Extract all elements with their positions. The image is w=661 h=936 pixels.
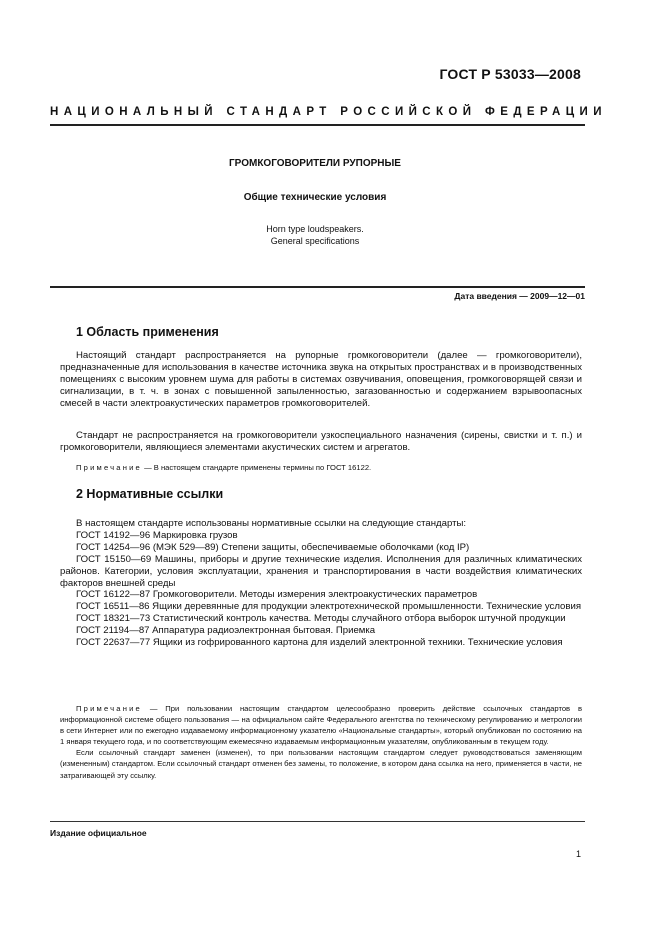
note-text-continued: Если ссылочный стандарт заменен (изменен), то при пользовании настоящим стандартом следует руководствоваться заменяющим (измененным) стандартом. Если ссылочный стандарт отменен без замены, то положение, в котором дана ссылка на него, применяется в части, не затрагивающей эту ссылку. <box>60 748 582 780</box>
note-label: Примечание <box>76 704 142 713</box>
note-text: — При пользовании настоящим стандартом целесообразно проверить действие ссылочных стандартов в информационной системе общего пользования — на официальном сайте Федерального агентства по техническому регулированию и метрологии в сети Интернет или по ежегодно издаваемому информационному указателю «Национальные стандарты», который опубликован по состоянию на 1 января текущего года, и по соответствующим ежемесячно издаваемым информационным указателям, опубликованным в текущем году. <box>60 704 582 747</box>
reference-item: ГОСТ 16511—86 Ящики деревянные для продукции электротехнической промышленности. Технические условия <box>76 601 582 613</box>
reference-item: ГОСТ 14192—96 Маркировка грузов <box>76 529 238 541</box>
document-number: ГОСТ Р 53033—2008 <box>439 66 581 82</box>
reference-item: ГОСТ 14254—96 (МЭК 529—89) Степени защиты, обеспечиваемые оболочками (код IP) <box>76 541 470 553</box>
section-1-body-2 <box>60 430 582 454</box>
footer-divider <box>50 821 585 822</box>
document-subtitle: Общие технические условия <box>243 192 387 203</box>
reference-item: ГОСТ 21194—87 Аппаратура радиоэлектронная бытовая. Приемка <box>76 625 376 637</box>
section-1-paragraph-1: Настоящий стандарт распространяется на рупорные громкоговорители (далее — громкоговорители), предназначенные для использования в качестве источника звука на открытых пространствах и в производственных помещениях с высоким уровнем шума для работы в системах озвучивания, оповещения, громкоговорящей связи и сигнализации, в т. ч. в зонах с повышенной запыленностью, загазованностью и содержанием взрывоопасных смесей в части электроакустических параметров громкоговорителей. <box>60 350 582 409</box>
section-2-body <box>60 518 582 649</box>
reference-item: ГОСТ 18321—73 Статистический контроль качества. Методы случайного отбора выборок штучной продукции <box>76 613 566 625</box>
document-title: ГРОМКОГОВОРИТЕЛИ РУПОРНЫЕ <box>229 158 401 169</box>
english-title <box>50 223 580 247</box>
section-2-heading: 2 Нормативные ссылки <box>76 487 224 501</box>
section-2-note <box>60 703 582 781</box>
section-1-paragraph-2: Стандарт не распространяется на громкоговорители узкоспециального назначения (сирены, свистки и т. п.) и громкоговорители, являющиеся элементами акустических систем и агрегатов. <box>60 430 582 453</box>
reference-item: ГОСТ 16122—87 Громкоговорители. Методы измерения электроакустических параметров <box>76 589 478 601</box>
page-number: 1 <box>575 849 581 859</box>
section-1-body <box>60 350 582 410</box>
header-divider <box>50 124 585 126</box>
introduction-date: Дата введения — 2009—12—01 <box>454 291 585 301</box>
references-intro: В настоящем стандарте использованы нормативные ссылки на следующие стандарты: <box>76 518 467 529</box>
section-1-note <box>60 462 582 473</box>
note-text: — В настоящем стандарте применены термины по ГОСТ 16122. <box>141 463 372 472</box>
title-divider <box>50 286 585 288</box>
note-label: Примечание <box>76 463 142 472</box>
reference-item: ГОСТ 15150—69 Машины, приборы и другие технические изделия. Исполнения для различных климатических районов. Категории, условия эксплуатации, хранения и транспортирования в части воздействия климатических факторов внешней среды <box>60 553 582 589</box>
english-title-line2: General specifications <box>270 236 360 246</box>
section-1-heading: 1 Область применения <box>76 325 219 339</box>
english-title-line1: Horn type loudspeakers. <box>266 224 364 234</box>
national-standard-header: НАЦИОНАЛЬНЫЙ СТАНДАРТ РОССИЙСКОЙ ФЕДЕРАЦИИ <box>50 106 607 118</box>
edition-label: Издание официальное <box>50 828 147 838</box>
reference-item: ГОСТ 22637—77 Ящики из гофрированного картона для изделий электронной техники. Технические условия <box>76 637 563 649</box>
